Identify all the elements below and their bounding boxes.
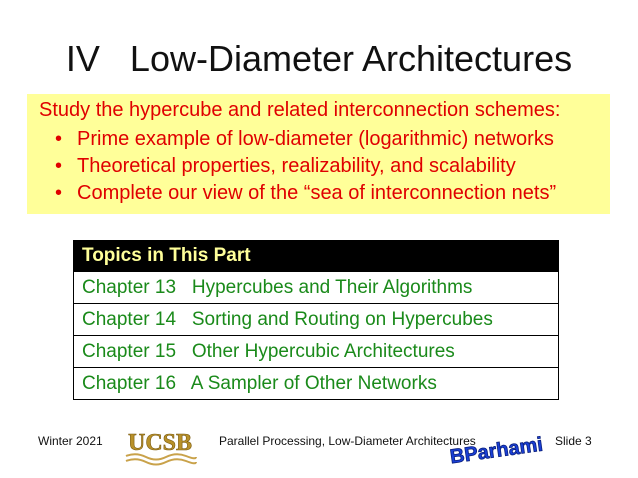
- topic-row: Chapter 14 Sorting and Routing on Hypercubes: [74, 303, 558, 335]
- ucsb-logo-text: UCSB: [127, 430, 193, 456]
- slide-number: Slide 3: [555, 434, 592, 448]
- topics-table: [73, 240, 559, 400]
- bullet-dot-icon: •: [55, 128, 63, 150]
- bullet-list: [55, 126, 556, 207]
- bullet-item: • Complete our view of the “sea of interconnection nets”: [55, 180, 556, 207]
- intro-text: Study the hypercube and related interconnection schemes:: [39, 99, 561, 121]
- slide-title: IV Low-Diameter Architectures: [65, 38, 573, 79]
- bparhami-logo-icon: [448, 428, 545, 469]
- topic-row: Chapter 13 Hypercubes and Their Algorithms: [74, 271, 558, 303]
- topic-row: Chapter 15 Other Hypercubic Architectures: [74, 335, 558, 367]
- footer-date: Winter 2021: [38, 434, 103, 448]
- footer-course: Parallel Processing, Low-Diameter Architectures: [219, 434, 476, 448]
- ucsb-logo-icon: [120, 426, 200, 468]
- bullet-item: • Prime example of low-diameter (logarithmic) networks: [55, 126, 556, 153]
- bparhami-logo-text: BParhami: [448, 433, 545, 469]
- highlight-box: [27, 94, 610, 214]
- bullet-item: • Theoretical properties, realizability, and scalability: [55, 153, 556, 180]
- bullet-dot-icon: •: [55, 182, 63, 204]
- topic-row: Chapter 16 A Sampler of Other Networks: [74, 367, 558, 399]
- bullet-dot-icon: •: [55, 155, 63, 177]
- topics-header: Topics in This Part: [74, 241, 558, 271]
